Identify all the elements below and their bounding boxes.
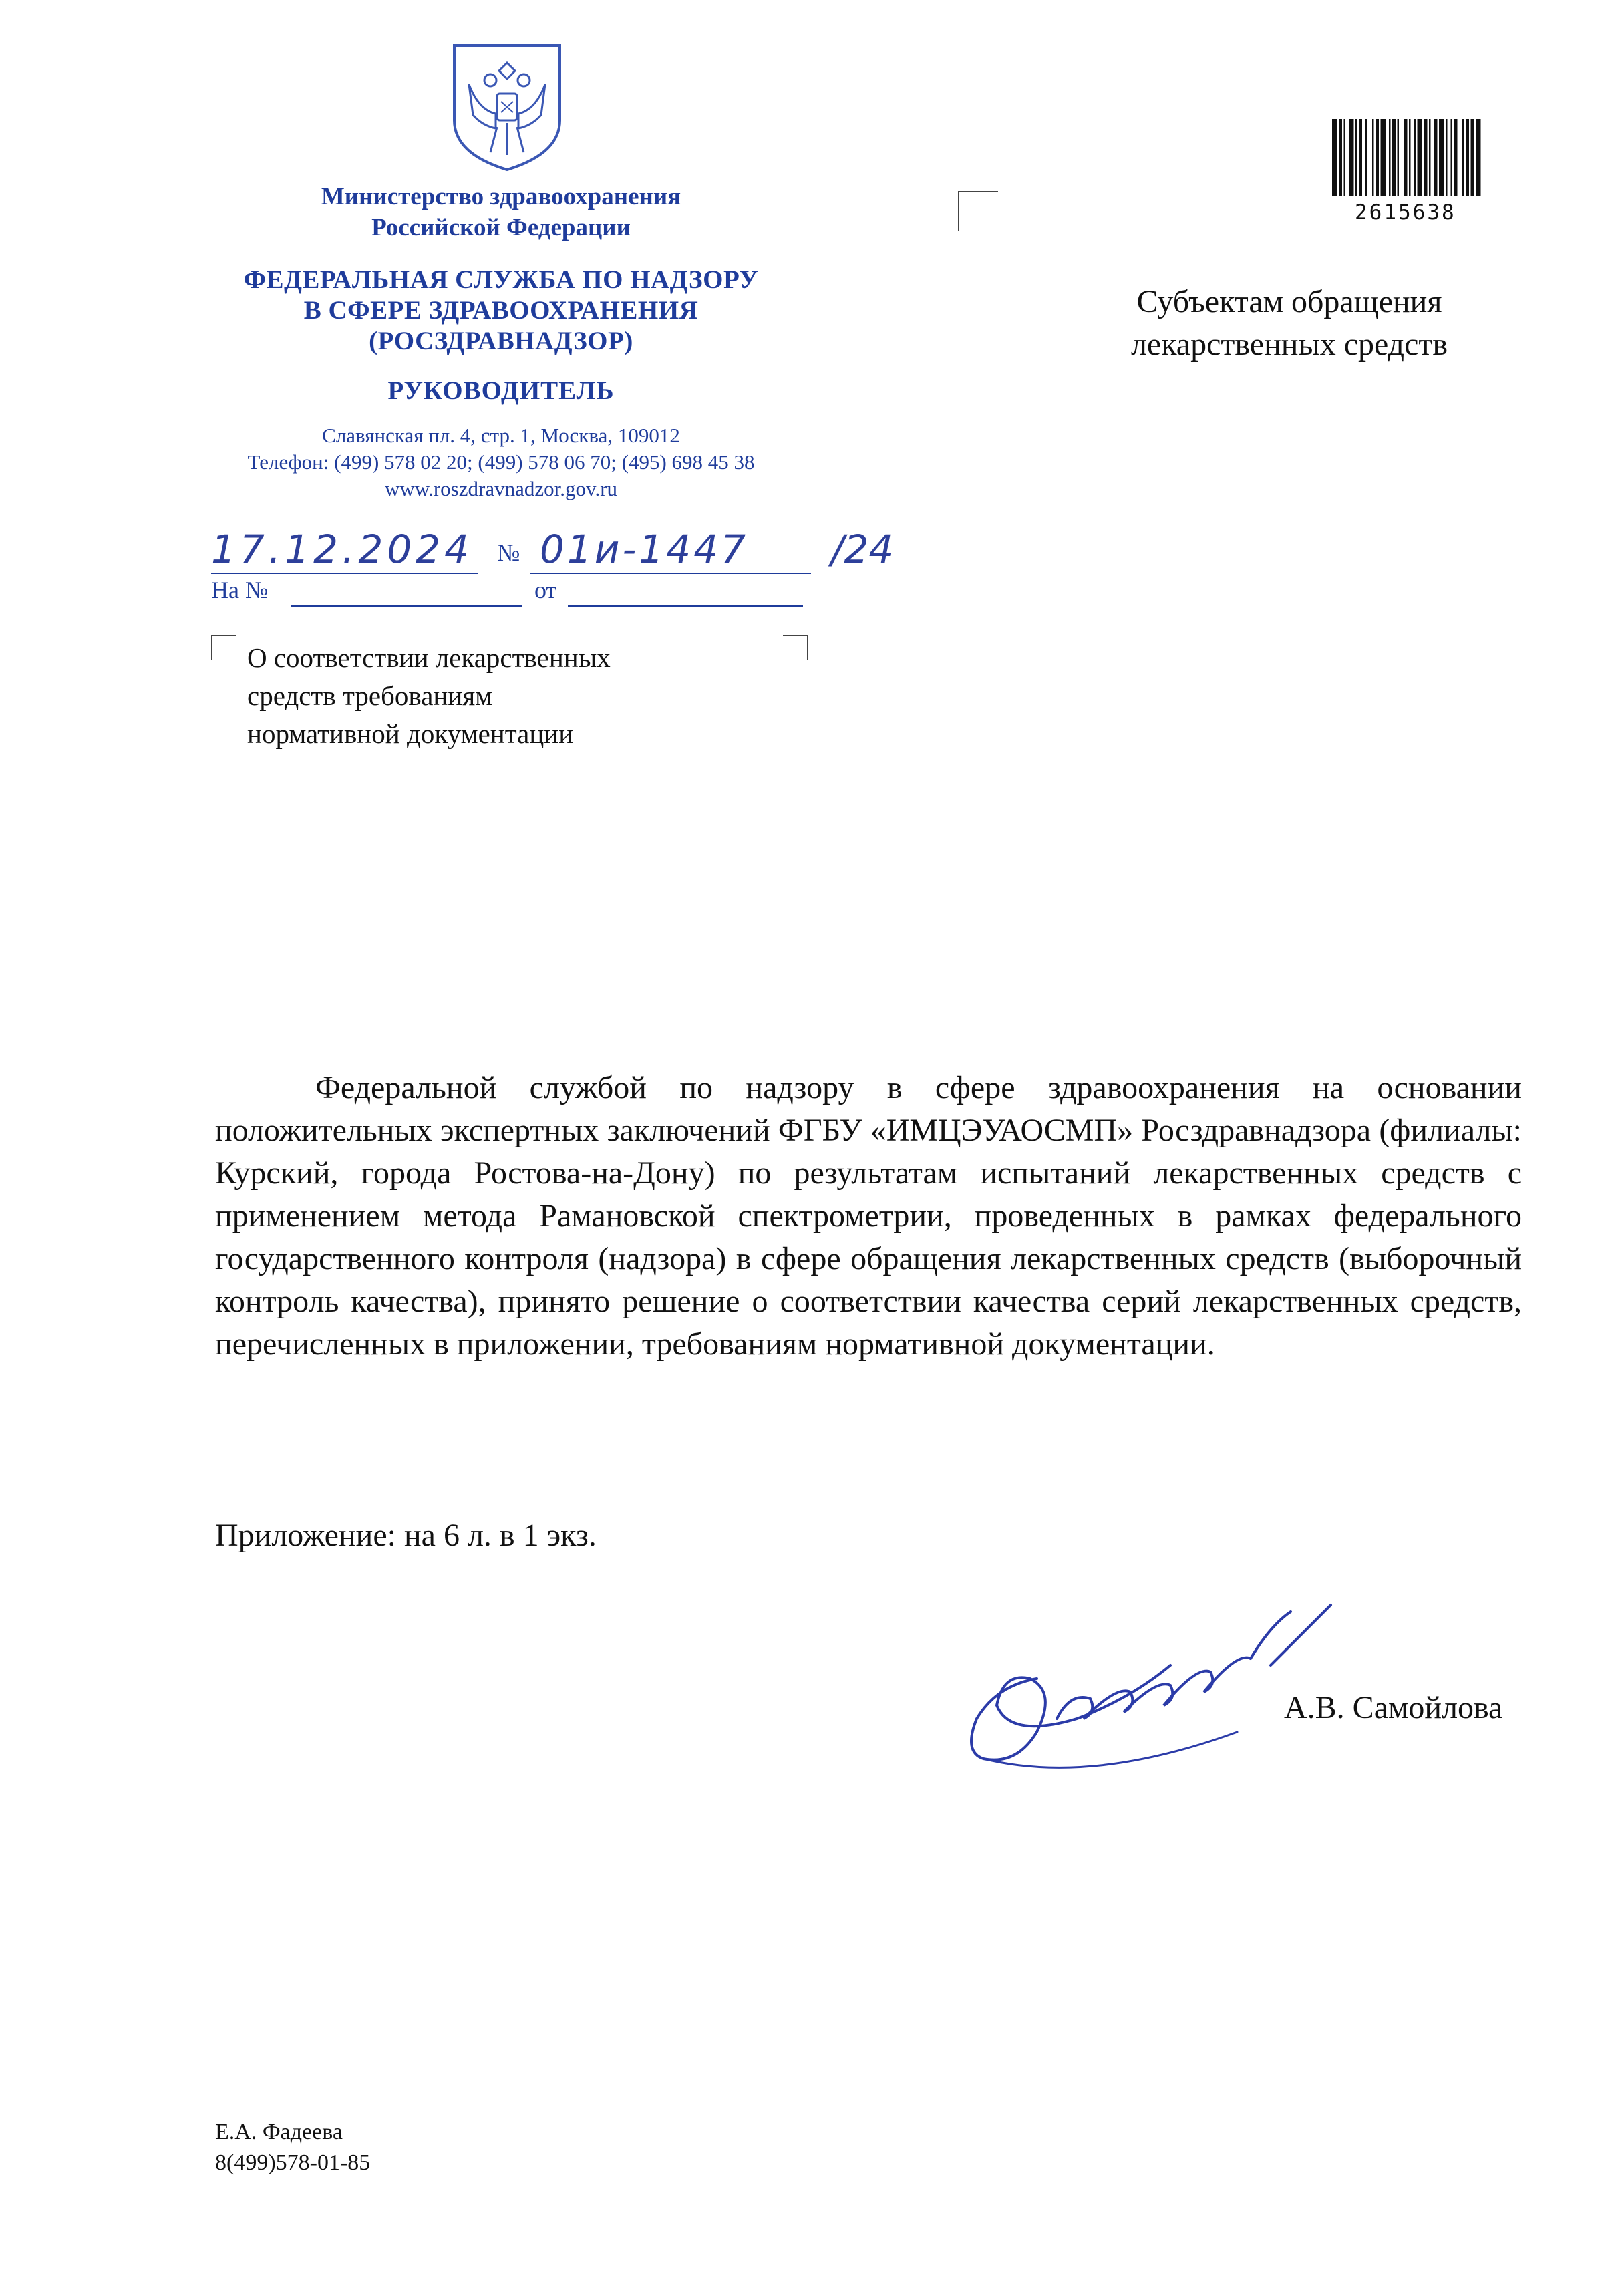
barcode-bar <box>1454 119 1458 196</box>
recipient: Субъектам обращения лекарственных средств <box>1130 284 1448 362</box>
attachment-note: Приложение: на 6 л. в 1 экз. <box>215 1518 597 1553</box>
barcode-bar <box>1471 119 1474 196</box>
reply-date-field <box>568 605 803 607</box>
barcode-bar <box>1439 119 1444 196</box>
barcode-bar <box>1409 119 1411 196</box>
reply-number-field <box>291 605 522 607</box>
sender-role: РУКОВОДИТЕЛЬ <box>387 376 615 405</box>
recipient-corner <box>958 191 998 231</box>
number-underline <box>530 571 811 576</box>
coat-of-arms-emblem <box>449 40 565 174</box>
letter-subject: О соответствии лекарственных средств требованиям нормативной документации <box>247 642 611 749</box>
barcode-bar <box>1424 119 1428 196</box>
barcode-bar <box>1381 119 1386 196</box>
phones: Телефон: (499) 578 02 20; (499) 578 06 70; (495) 698 45 38 <box>247 450 755 474</box>
barcode-bar <box>1434 119 1438 196</box>
subject-corner-right <box>783 635 808 660</box>
barcode-bar <box>1476 119 1481 196</box>
barcode-bar <box>1451 119 1453 196</box>
barcode-bar <box>1429 119 1431 196</box>
number-label: № <box>497 539 520 566</box>
signer-name: А.В. Самойлова <box>1284 1690 1503 1725</box>
barcode-bar <box>1418 119 1423 196</box>
barcode-number: 2615638 <box>1355 200 1456 225</box>
ministry-name: Министерство здравоохранения Российской Федерации <box>321 183 681 241</box>
barcode-bar <box>1349 119 1354 196</box>
barcode-bar <box>1355 119 1357 196</box>
contact-info <box>174 422 828 503</box>
barcode-bar <box>1372 119 1374 196</box>
from-label: от <box>534 577 557 603</box>
letter-body: Федеральной службой по надзору в сфере здравоохранения на основании положительных экспертных заключений ФГБУ «ИМЦЭУАОСМП» Росздравнадзора (филиалы: Курский, города Ростова-на-Дону) по результатам испытаний лекарственных средств с применением метода Рамановской спектрометрии, проведенных в рамках федерального государственного контроля (надзора) в сфере обращения лекарственных средств (выборочный контроль качества), принято решение о соответствии качества серий лекарственных средств, перечисленных в приложении, требованиям нормативной документации. <box>215 1070 1522 1362</box>
address: Славянская пл. 4, стр. 1, Москва, 109012 <box>322 424 680 447</box>
barcode-bar <box>1376 119 1379 196</box>
registration-number-suffix: /24 <box>831 527 894 572</box>
barcode-bar <box>1414 119 1416 196</box>
executor-info <box>215 2117 370 2178</box>
reply-to-label: На № <box>211 577 269 603</box>
barcode-bar <box>1462 119 1464 196</box>
executor-phone: 8(499)578-01-85 <box>215 2150 371 2175</box>
barcode-bar <box>1332 119 1337 196</box>
executor-name: Е.А. Фадеева <box>215 2120 343 2144</box>
barcode-bar <box>1359 119 1362 196</box>
organization-header <box>174 182 828 503</box>
barcode-bar <box>1392 119 1396 196</box>
barcode-bar <box>1398 119 1400 196</box>
barcode-bar <box>1344 119 1346 196</box>
registration-date: 17.12.2024 <box>211 527 474 572</box>
barcode-bar <box>1466 119 1469 196</box>
barcode-bar <box>1389 119 1391 196</box>
barcode-bar <box>1404 119 1408 196</box>
service-name: ФЕДЕРАЛЬНАЯ СЛУЖБА ПО НАДЗОРУ В СФЕРЕ ЗДРАВООХРАНЕНИЯ (РОСЗДРАВНАДЗОР) <box>243 265 759 355</box>
registration-number: 01и-1447 <box>540 527 749 572</box>
barcode-bar <box>1446 119 1448 196</box>
barcode-bar <box>1365 119 1367 196</box>
date-underline <box>211 571 478 576</box>
subject-corner-left <box>211 635 236 660</box>
barcode-bar <box>1339 119 1342 196</box>
barcode <box>1329 119 1528 196</box>
website: www.roszdravnadzor.gov.ru <box>384 477 618 500</box>
